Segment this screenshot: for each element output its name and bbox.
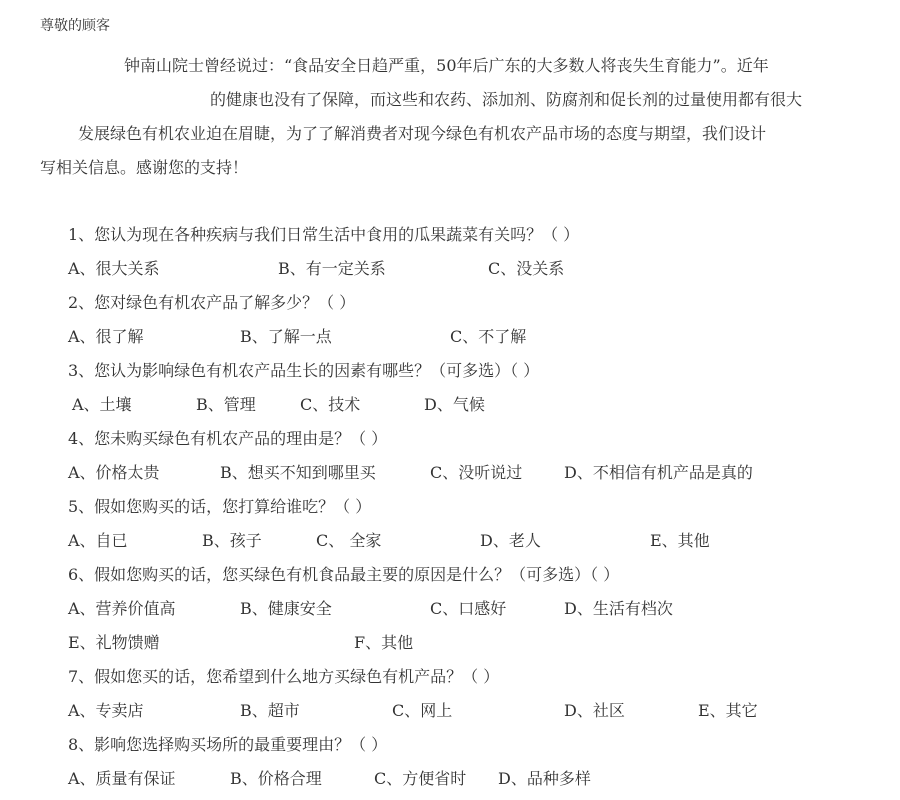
- question-3-option-d[interactable]: D、气候: [424, 395, 485, 414]
- question-4-option-d[interactable]: D、不相信有机产品是真的: [564, 463, 753, 482]
- question-4-option-c[interactable]: C、没听说过: [430, 463, 523, 482]
- question-2-option-c[interactable]: C、不了解: [450, 327, 527, 346]
- question-4: 4、您未购买绿色有机农产品的理由是？（ ）: [68, 429, 388, 448]
- question-1: 1、您认为现在各种疾病与我们日常生活中食用的瓜果蔬菜有关吗？（ ）: [68, 225, 580, 244]
- question-5-option-d[interactable]: D、老人: [480, 531, 541, 550]
- question-1-option-a[interactable]: A、很大关系: [68, 259, 160, 278]
- question-4-option-a[interactable]: A、价格太贵: [68, 463, 160, 482]
- question-8-option-c[interactable]: C、方便省时: [374, 769, 467, 788]
- intro-line-1: 钟南山院士曾经说过：“食品安全日趋严重，50年后广东的大多数人将丧失生育能力”。近年: [124, 56, 769, 75]
- question-5-option-c[interactable]: C、 全家: [316, 531, 382, 550]
- question-7-option-b[interactable]: B、超市: [240, 701, 300, 720]
- question-8-option-a[interactable]: A、质量有保证: [68, 769, 176, 788]
- question-5-option-b[interactable]: B、孩子: [202, 531, 262, 550]
- question-8-option-d[interactable]: D、品种多样: [498, 769, 591, 788]
- question-2-option-b[interactable]: B、了解一点: [240, 327, 332, 346]
- intro-line-2: 的健康也没有了保障，而这些和农药、添加剂、防腐剂和促长剂的过量使用都有很大: [210, 90, 803, 109]
- question-1-option-b[interactable]: B、有一定关系: [278, 259, 386, 278]
- question-7-option-e[interactable]: E、其它: [698, 701, 758, 720]
- question-7-option-c[interactable]: C、网上: [392, 701, 453, 720]
- question-1-option-c[interactable]: C、没关系: [488, 259, 565, 278]
- question-5-option-e[interactable]: E、其他: [650, 531, 710, 550]
- question-6-option-c[interactable]: C、口感好: [430, 599, 507, 618]
- greeting: 尊敬的顾客: [40, 18, 110, 34]
- question-3-option-c[interactable]: C、技术: [300, 395, 361, 414]
- question-6-option-d[interactable]: D、生活有档次: [564, 599, 673, 618]
- question-6-option-f[interactable]: F、其他: [354, 633, 414, 652]
- question-6-option-e[interactable]: E、礼物馈赠: [68, 633, 160, 652]
- question-7-option-d[interactable]: D、社区: [564, 701, 625, 720]
- intro-line-4: 写相关信息。感谢您的支持！: [40, 158, 249, 177]
- question-3-option-a[interactable]: A、土壤: [72, 395, 132, 414]
- question-2-option-a[interactable]: A、很了解: [68, 327, 144, 346]
- question-4-option-b[interactable]: B、想买不知到哪里买: [220, 463, 376, 482]
- question-3: 3、您认为影响绿色有机农产品生长的因素有哪些？（可多选）（ ）: [68, 361, 540, 380]
- question-6-option-b[interactable]: B、健康安全: [240, 599, 332, 618]
- question-3-option-b[interactable]: B、管理: [196, 395, 256, 414]
- question-7: 7、假如您买的话，您希望到什么地方买绿色有机产品？（ ）: [68, 667, 500, 686]
- question-2: 2、您对绿色有机农产品了解多少？（ ）: [68, 293, 356, 312]
- question-8: 8、影响您选择购买场所的最重要理由？（ ）: [68, 735, 388, 754]
- question-6: 6、假如您购买的话，您买绿色有机食品最主要的原因是什么？（可多选）（ ）: [68, 565, 620, 584]
- intro-line-3: 发展绿色有机农业迫在眉睫，为了了解消费者对现今绿色有机农产品市场的态度与期望，我们设计: [78, 124, 767, 143]
- question-6-option-a[interactable]: A、营养价值高: [68, 599, 176, 618]
- question-5-option-a[interactable]: A、自已: [68, 531, 128, 550]
- question-7-option-a[interactable]: A、专卖店: [68, 701, 144, 720]
- question-5: 5、假如您购买的话，您打算给谁吃？（ ）: [68, 497, 372, 516]
- question-8-option-b[interactable]: B、价格合理: [230, 769, 322, 788]
